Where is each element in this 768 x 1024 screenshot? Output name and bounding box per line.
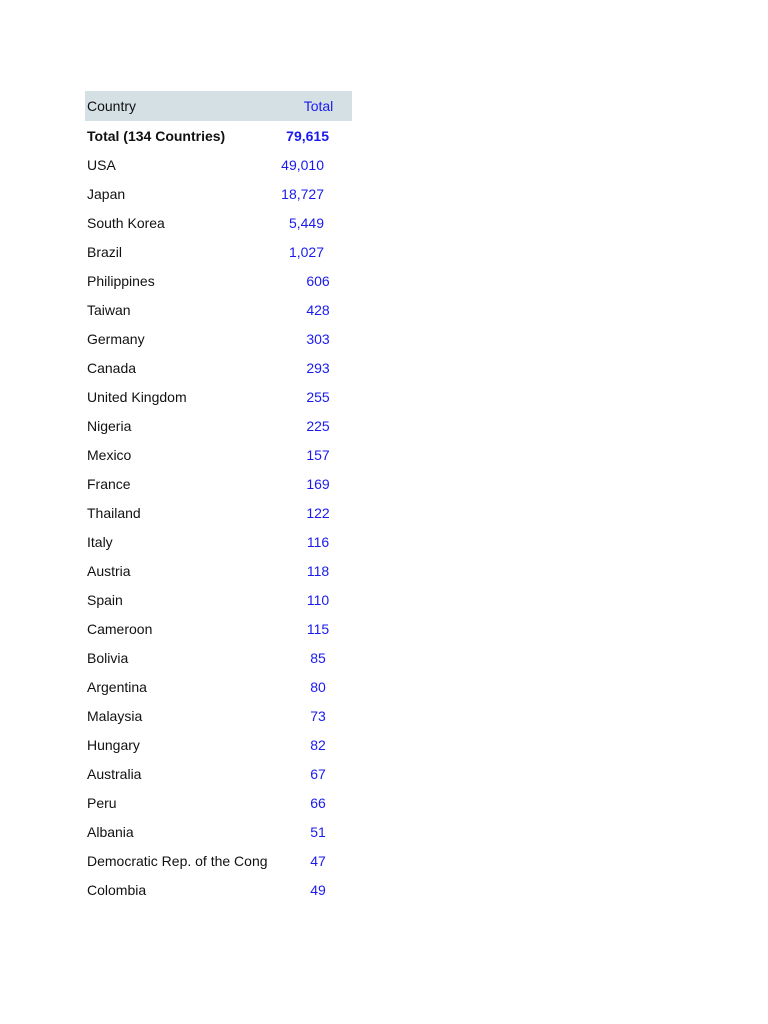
table-row bbox=[85, 788, 352, 817]
total-cell: 122 bbox=[306, 504, 330, 521]
country-cell: Austria bbox=[87, 562, 131, 579]
table-row bbox=[85, 411, 352, 440]
total-cell: 428 bbox=[306, 301, 330, 318]
total-cell: 67 bbox=[310, 765, 326, 782]
table-body bbox=[85, 150, 352, 904]
total-cell: 47 bbox=[310, 852, 326, 869]
country-cell: Thailand bbox=[87, 504, 141, 521]
total-cell: 82 bbox=[310, 736, 326, 753]
table-row bbox=[85, 875, 352, 904]
table-row bbox=[85, 672, 352, 701]
table-row bbox=[85, 759, 352, 788]
country-cell: Cameroon bbox=[87, 620, 153, 637]
table-row bbox=[85, 585, 352, 614]
column-header-total: Total bbox=[303, 98, 334, 114]
table-header-row bbox=[85, 91, 352, 121]
table-row bbox=[85, 527, 352, 556]
table-row bbox=[85, 440, 352, 469]
table-row bbox=[85, 208, 352, 237]
total-cell: 606 bbox=[306, 272, 330, 289]
table-row bbox=[85, 237, 352, 266]
table-row bbox=[85, 701, 352, 730]
country-cell: Nigeria bbox=[87, 417, 132, 434]
summary-total: 79,615 bbox=[286, 127, 329, 144]
total-cell: 85 bbox=[310, 649, 326, 666]
country-cell: Taiwan bbox=[87, 301, 131, 318]
table-row bbox=[85, 846, 352, 875]
country-cell: Philippines bbox=[87, 272, 155, 289]
total-cell: 110 bbox=[306, 591, 330, 608]
total-cell: 255 bbox=[306, 388, 330, 405]
country-cell: Brazil bbox=[87, 243, 123, 260]
total-cell: 49,010 bbox=[281, 156, 324, 173]
summary-row bbox=[85, 121, 352, 150]
table-row bbox=[85, 324, 352, 353]
table-row bbox=[85, 469, 352, 498]
summary-label: Total (134 Countries) bbox=[87, 127, 226, 144]
country-cell: Malaysia bbox=[87, 707, 143, 724]
country-cell: Bolivia bbox=[87, 649, 129, 666]
country-cell: Italy bbox=[87, 533, 113, 550]
country-cell: Albania bbox=[87, 823, 134, 840]
country-cell: Germany bbox=[87, 330, 145, 347]
table-row bbox=[85, 353, 352, 382]
country-cell: United Kingdom bbox=[87, 388, 187, 405]
country-cell: Mexico bbox=[87, 446, 132, 463]
total-cell: 49 bbox=[310, 881, 326, 898]
total-cell: 169 bbox=[306, 475, 330, 492]
table-row bbox=[85, 150, 352, 179]
country-cell: Peru bbox=[87, 794, 117, 811]
total-cell: 157 bbox=[306, 446, 330, 463]
country-cell: Argentina bbox=[87, 678, 147, 695]
total-cell: 5,449 bbox=[288, 214, 324, 231]
total-cell: 118 bbox=[306, 562, 330, 579]
total-cell: 18,727 bbox=[281, 185, 324, 202]
total-cell: 80 bbox=[310, 678, 326, 695]
table-row bbox=[85, 179, 352, 208]
country-totals-table bbox=[85, 91, 352, 904]
table-row bbox=[85, 614, 352, 643]
country-cell: Colombia bbox=[87, 881, 147, 898]
country-cell: South Korea bbox=[87, 214, 165, 231]
table-row bbox=[85, 643, 352, 672]
country-cell: Japan bbox=[87, 185, 126, 202]
total-cell: 116 bbox=[306, 533, 330, 550]
country-cell: Democratic Rep. of the Cong bbox=[87, 852, 268, 869]
total-cell: 1,027 bbox=[288, 243, 324, 260]
total-cell: 51 bbox=[310, 823, 326, 840]
country-cell: USA bbox=[87, 156, 116, 173]
column-header-country: Country bbox=[87, 98, 137, 114]
total-cell: 73 bbox=[310, 707, 326, 724]
table-row bbox=[85, 498, 352, 527]
table-row bbox=[85, 556, 352, 585]
country-cell: Spain bbox=[87, 591, 123, 608]
total-cell: 303 bbox=[306, 330, 330, 347]
country-cell: Hungary bbox=[87, 736, 140, 753]
table-row bbox=[85, 730, 352, 759]
total-cell: 225 bbox=[306, 417, 330, 434]
table-row bbox=[85, 382, 352, 411]
total-cell: 66 bbox=[310, 794, 326, 811]
country-cell: Australia bbox=[87, 765, 142, 782]
table-row bbox=[85, 266, 352, 295]
country-cell: France bbox=[87, 475, 131, 492]
table-row bbox=[85, 817, 352, 846]
total-cell: 115 bbox=[306, 620, 330, 637]
total-cell: 293 bbox=[306, 359, 330, 376]
table-row bbox=[85, 295, 352, 324]
country-cell: Canada bbox=[87, 359, 137, 376]
